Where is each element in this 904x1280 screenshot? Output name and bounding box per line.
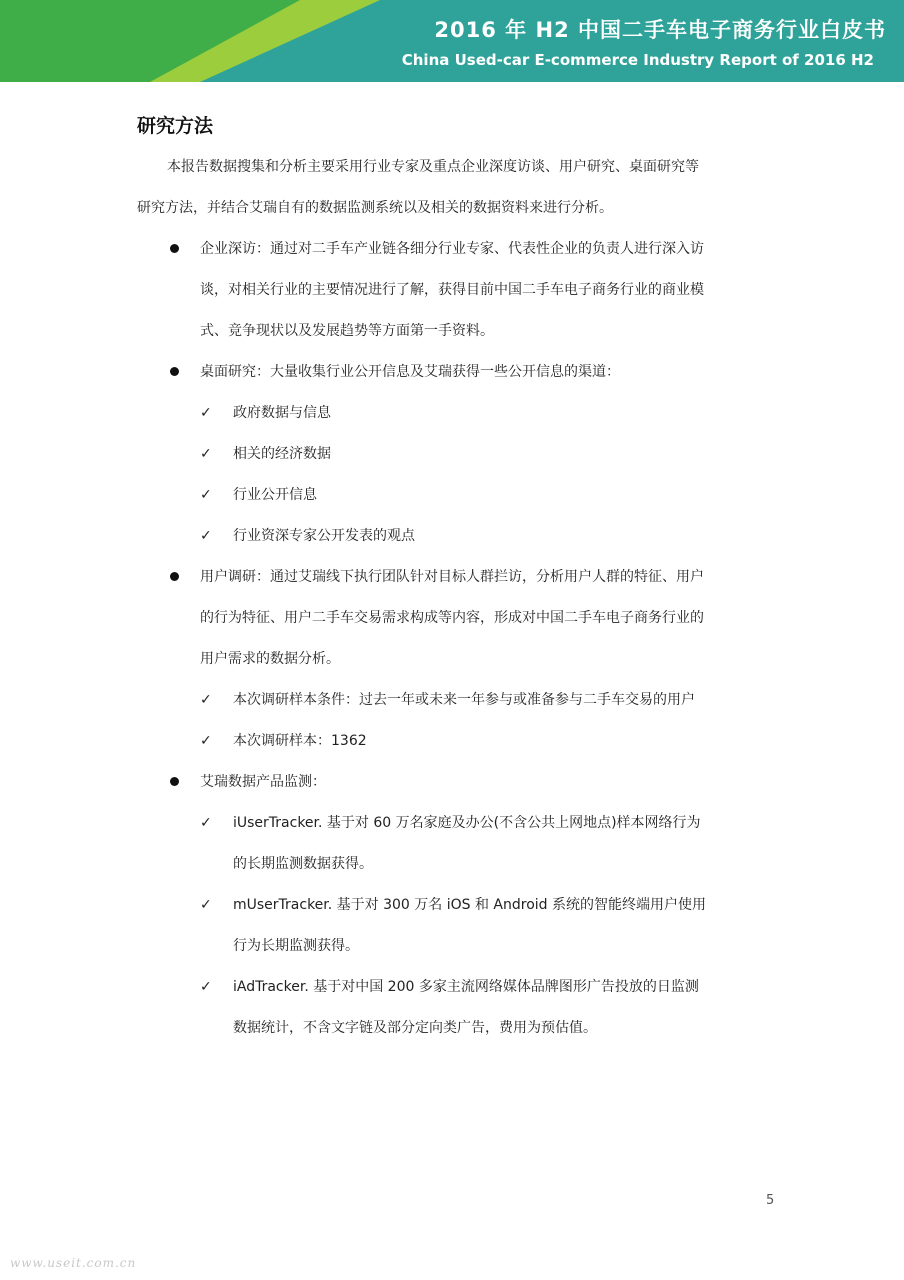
- check-line: 行为长期监测获得。: [233, 938, 359, 954]
- check-line: 政府数据与信息: [233, 405, 331, 421]
- check-line: 的长期监测数据获得。: [233, 856, 373, 872]
- check-mark-icon: ✓: [200, 979, 212, 995]
- filled-circle-icon: [170, 367, 179, 376]
- check-line: 本次调研样本条件：过去一年或未来一年参与或准备参与二手车交易的用户: [233, 692, 695, 708]
- check-item: [137, 434, 777, 475]
- check-mark-icon: ✓: [200, 487, 212, 503]
- check-line: iUserTracker. 基于对 60 万名家庭及办公(不含公共上网地点)样本网络行为: [233, 815, 701, 831]
- bullet-line: 谈，对相关行业的主要情况进行了解，获得目前中国二手车电子商务行业的商业模: [200, 282, 704, 298]
- bullet-line: 的行为特征、用户二手车交易需求构成等内容，形成对中国二手车电子商务行业的: [200, 610, 704, 626]
- check-mark-icon: ✓: [200, 528, 212, 544]
- main-content: [137, 110, 777, 1049]
- bullet-item-desk-research: [137, 352, 777, 393]
- check-item: [137, 680, 777, 721]
- check-item-iusertracker: [137, 803, 777, 885]
- bullet-item-user-survey: [137, 557, 777, 680]
- page-header: [0, 0, 904, 82]
- check-item: [137, 516, 777, 557]
- check-line: 本次调研样本：1362: [233, 733, 367, 749]
- check-mark-icon: ✓: [200, 405, 212, 421]
- filled-circle-icon: [170, 572, 179, 581]
- report-subtitle: China Used-car E-commerce Industry Report of 2016 H2: [401, 51, 874, 69]
- page-number: 5: [766, 1193, 775, 1208]
- bullet-line: 桌面研究：大量收集行业公开信息及艾瑞获得一些公开信息的渠道：: [200, 364, 620, 380]
- bullet-item-data-products: [137, 762, 777, 803]
- bullet-line: 艾瑞数据产品监测：: [200, 774, 326, 790]
- report-title: 2016 年 H2 中国二手车电子商务行业白皮书: [434, 18, 886, 42]
- intro-line: 研究方法，并结合艾瑞自有的数据监测系统以及相关的数据资料来进行分析。: [137, 200, 613, 216]
- check-line: 相关的经济数据: [233, 446, 331, 462]
- check-mark-icon: ✓: [200, 897, 212, 913]
- intro-paragraph: [137, 147, 777, 229]
- bullet-item-company-interview: [137, 229, 777, 352]
- check-item-musertracker: [137, 885, 777, 967]
- check-item: [137, 475, 777, 516]
- check-line: 数据统计，不含文字链及部分定向类广告，费用为预估值。: [233, 1020, 597, 1036]
- check-mark-icon: ✓: [200, 815, 212, 831]
- check-mark-icon: ✓: [200, 733, 212, 749]
- bullet-line: 用户需求的数据分析。: [200, 651, 340, 667]
- filled-circle-icon: [170, 244, 179, 253]
- bullet-line: 式、竞争现状以及发展趋势等方面第一手资料。: [200, 323, 494, 339]
- check-item: [137, 393, 777, 434]
- check-line: 行业资深专家公开发表的观点: [233, 528, 415, 544]
- check-line: mUserTracker. 基于对 300 万名 iOS 和 Android 系统的智能终端用户使用: [233, 897, 707, 913]
- check-mark-icon: ✓: [200, 446, 212, 462]
- intro-line: 本报告数据搜集和分析主要采用行业专家及重点企业深度访谈、用户研究、桌面研究等: [167, 159, 699, 175]
- check-mark-icon: ✓: [200, 692, 212, 708]
- check-line: iAdTracker. 基于对中国 200 多家主流网络媒体品牌图形广告投放的日监测: [233, 979, 699, 995]
- filled-circle-icon: [170, 777, 179, 786]
- check-item: [137, 721, 777, 762]
- bullet-line: 企业深访：通过对二手车产业链各细分行业专家、代表性企业的负责人进行深入访: [200, 241, 704, 257]
- watermark: www.useit.com.cn: [10, 1256, 137, 1270]
- check-item-iadtracker: [137, 967, 777, 1049]
- check-line: 行业公开信息: [233, 487, 317, 503]
- section-title: 研究方法: [137, 115, 214, 137]
- bullet-line: 用户调研：通过艾瑞线下执行团队针对目标人群拦访，分析用户人群的特征、用户: [200, 569, 704, 585]
